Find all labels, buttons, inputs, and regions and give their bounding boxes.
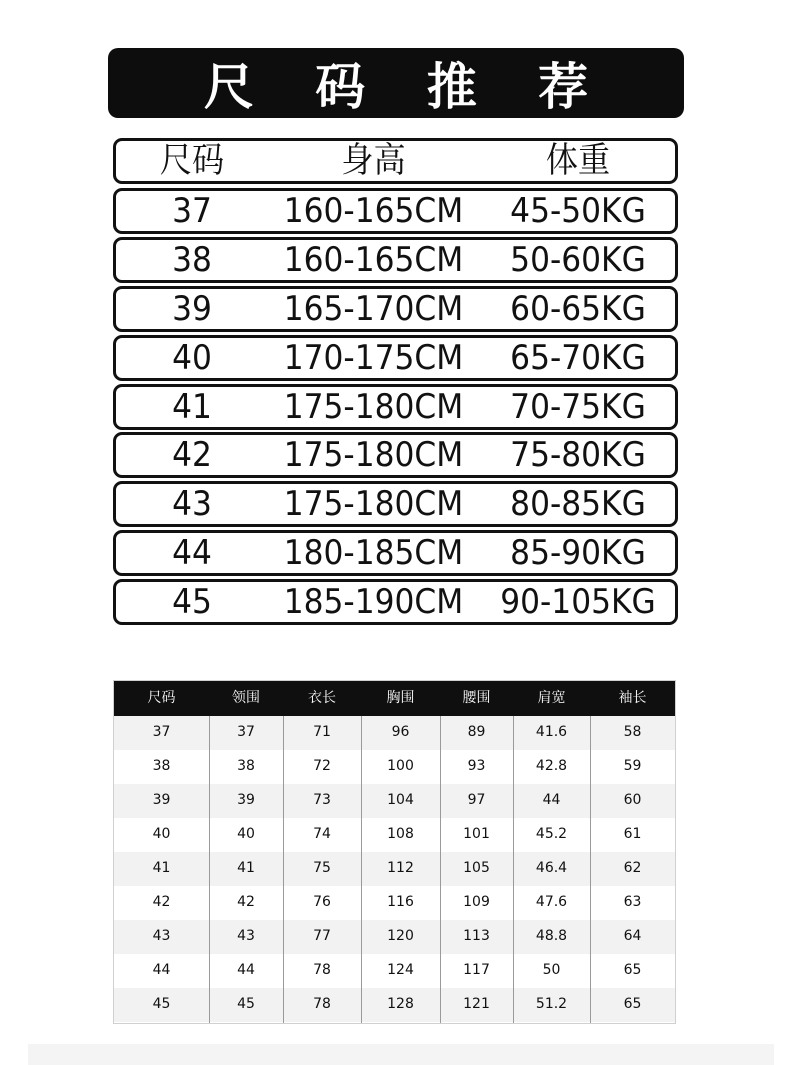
height-cell: 185-190CM xyxy=(283,582,464,622)
header-size: 尺码 xyxy=(147,690,176,706)
size-cell: 40 xyxy=(172,338,212,378)
header-waist: 腰围 xyxy=(462,690,491,706)
size-cell: 45 xyxy=(172,582,212,622)
header-height: 身高 xyxy=(341,141,406,181)
weight-cell: 50-60KG xyxy=(510,240,646,280)
height-cell: 180-185CM xyxy=(283,533,464,573)
size-cell: 41 xyxy=(172,387,212,427)
sleeve-cell: 65 xyxy=(623,996,642,1012)
collar-cell: 39 xyxy=(237,792,255,808)
sleeve-cell: 62 xyxy=(623,860,642,876)
recommendation-row xyxy=(113,481,678,527)
weight-cell: 65-70KG xyxy=(510,338,646,378)
collar-cell: 37 xyxy=(237,724,255,740)
height-cell: 175-180CM xyxy=(283,387,464,427)
header-sleeve: 袖长 xyxy=(618,690,647,706)
column-divider xyxy=(209,716,210,1023)
sleeve-cell: 61 xyxy=(623,826,642,842)
bottom-band xyxy=(28,1044,774,1065)
chest-cell: 112 xyxy=(387,860,414,876)
length-cell: 75 xyxy=(313,860,331,876)
collar-cell: 44 xyxy=(237,962,255,978)
sleeve-cell: 58 xyxy=(623,724,642,740)
chest-cell: 116 xyxy=(387,894,414,910)
height-cell: 160-165CM xyxy=(283,240,464,280)
size-cell: 38 xyxy=(172,240,212,280)
weight-cell: 90-105KG xyxy=(500,582,656,622)
recommendation-row xyxy=(113,286,678,332)
chest-cell: 120 xyxy=(387,928,414,944)
waist-cell: 113 xyxy=(463,928,490,944)
collar-cell: 45 xyxy=(237,996,255,1012)
recommendation-row xyxy=(113,579,678,625)
weight-cell: 60-65KG xyxy=(510,289,646,329)
size-cell: 42 xyxy=(152,894,171,910)
weight-cell: 80-85KG xyxy=(510,484,646,524)
waist-cell: 97 xyxy=(467,792,486,808)
length-cell: 78 xyxy=(313,962,331,978)
column-divider xyxy=(513,716,514,1023)
length-cell: 72 xyxy=(313,758,331,774)
shoulder-cell: 48.8 xyxy=(535,928,568,944)
chest-cell: 128 xyxy=(387,996,414,1012)
size-cell: 45 xyxy=(152,996,171,1012)
recommendation-header-row xyxy=(113,138,678,184)
collar-cell: 42 xyxy=(237,894,255,910)
size-cell: 37 xyxy=(172,191,212,231)
length-cell: 78 xyxy=(313,996,331,1012)
size-cell: 43 xyxy=(152,928,171,944)
waist-cell: 117 xyxy=(463,962,490,978)
waist-cell: 101 xyxy=(463,826,490,842)
weight-cell: 45-50KG xyxy=(510,191,646,231)
chest-cell: 124 xyxy=(387,962,414,978)
sleeve-cell: 59 xyxy=(623,758,642,774)
size-cell: 38 xyxy=(152,758,171,774)
collar-cell: 41 xyxy=(237,860,255,876)
height-cell: 170-175CM xyxy=(283,338,464,378)
weight-cell: 75-80KG xyxy=(510,435,646,475)
chest-cell: 96 xyxy=(391,724,410,740)
sleeve-cell: 64 xyxy=(623,928,642,944)
length-cell: 76 xyxy=(313,894,331,910)
chest-cell: 108 xyxy=(387,826,414,842)
column-divider xyxy=(590,716,591,1023)
header-weight: 体重 xyxy=(545,141,611,181)
length-cell: 71 xyxy=(313,724,331,740)
chest-cell: 104 xyxy=(387,792,414,808)
shoulder-cell: 46.4 xyxy=(535,860,568,876)
shoulder-cell: 44 xyxy=(542,792,561,808)
height-cell: 175-180CM xyxy=(283,435,464,475)
size-cell: 39 xyxy=(152,792,171,808)
weight-cell: 70-75KG xyxy=(510,387,646,427)
recommendation-row xyxy=(113,237,678,283)
recommendation-row xyxy=(113,335,678,381)
size-cell: 41 xyxy=(152,860,171,876)
length-cell: 77 xyxy=(313,928,331,944)
shoulder-cell: 42.8 xyxy=(535,758,568,774)
size-cell: 39 xyxy=(172,289,212,329)
header-size: 尺码 xyxy=(159,141,225,181)
column-divider xyxy=(283,716,284,1023)
length-cell: 74 xyxy=(313,826,331,842)
size-cell: 44 xyxy=(152,962,171,978)
size-cell: 40 xyxy=(152,826,171,842)
chest-cell: 100 xyxy=(387,758,414,774)
recommendation-row xyxy=(113,188,678,234)
height-cell: 160-165CM xyxy=(283,191,464,231)
shoulder-cell: 41.6 xyxy=(535,724,568,740)
sleeve-cell: 60 xyxy=(623,792,642,808)
waist-cell: 109 xyxy=(463,894,490,910)
weight-cell: 85-90KG xyxy=(510,533,646,573)
sleeve-cell: 65 xyxy=(623,962,642,978)
shoulder-cell: 45.2 xyxy=(535,826,568,842)
collar-cell: 38 xyxy=(237,758,255,774)
shoulder-cell: 50 xyxy=(542,962,561,978)
column-divider xyxy=(361,716,362,1023)
collar-cell: 43 xyxy=(237,928,255,944)
waist-cell: 121 xyxy=(463,996,490,1012)
sleeve-cell: 63 xyxy=(623,894,642,910)
waist-cell: 89 xyxy=(467,724,486,740)
measurement-table xyxy=(113,680,676,1024)
recommendation-row xyxy=(113,432,678,478)
shoulder-cell: 47.6 xyxy=(535,894,568,910)
height-cell: 175-180CM xyxy=(283,484,464,524)
header-collar: 领围 xyxy=(232,690,260,706)
recommendation-row xyxy=(113,530,678,576)
header-length: 衣长 xyxy=(308,690,336,706)
size-cell: 43 xyxy=(172,484,212,524)
page-title: 尺 码 推 荐 xyxy=(108,48,684,118)
size-cell: 37 xyxy=(152,724,171,740)
shoulder-cell: 51.2 xyxy=(535,996,568,1012)
length-cell: 73 xyxy=(313,792,331,808)
height-cell: 165-170CM xyxy=(283,289,464,329)
recommendation-row xyxy=(113,384,678,430)
measurement-header-row xyxy=(114,681,675,716)
size-cell: 44 xyxy=(172,533,212,573)
size-cell: 42 xyxy=(172,435,212,475)
waist-cell: 105 xyxy=(463,860,490,876)
header-shoulder: 肩宽 xyxy=(537,690,566,706)
waist-cell: 93 xyxy=(467,758,486,774)
column-divider xyxy=(440,716,441,1023)
header-chest: 胸围 xyxy=(386,690,415,706)
collar-cell: 40 xyxy=(237,826,255,842)
